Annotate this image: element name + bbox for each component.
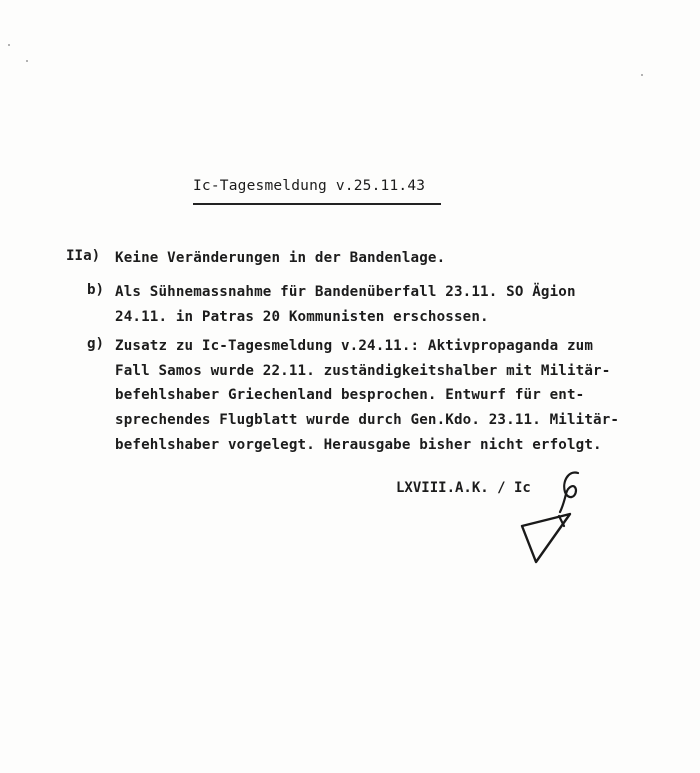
item-label-g: g) [87, 336, 105, 352]
handwritten-initials-mark [510, 468, 600, 568]
unit-signature: LXVIII.A.K. / Ic [396, 480, 531, 496]
document-title: Ic-Tagesmeldung v.25.11.43 [193, 178, 426, 194]
item-b-line-1: Als Sühnemassnahme für Bandenüberfall 23.11. SO Ägion [115, 284, 576, 300]
scan-speck [641, 74, 643, 76]
item-g-line-5: befehlshaber vorgelegt. Herausgabe bisher nicht erfolgt. [115, 437, 602, 453]
title-underline [193, 203, 441, 205]
item-g-line-2: Fall Samos wurde 22.11. zuständigkeitshalber mit Militär- [115, 363, 611, 379]
item-label-b: b) [87, 282, 105, 298]
item-g-line-1: Zusatz zu Ic-Tagesmeldung v.24.11.: Aktivpropaganda zum [115, 338, 594, 354]
item-label-iia: IIa) [66, 248, 101, 264]
item-g-line-3: befehlshaber Griechenland besprochen. Entwurf für ent- [115, 387, 585, 403]
scan-speck [26, 60, 28, 62]
item-b-line-2: 24.11. in Patras 20 Kommunisten erschossen. [115, 309, 489, 325]
item-iia-line-1: Keine Veränderungen in der Bandenlage. [115, 250, 446, 266]
scan-speck [8, 44, 10, 46]
item-g-line-4: sprechendes Flugblatt wurde durch Gen.Kdo. 23.11. Militär- [115, 412, 620, 428]
